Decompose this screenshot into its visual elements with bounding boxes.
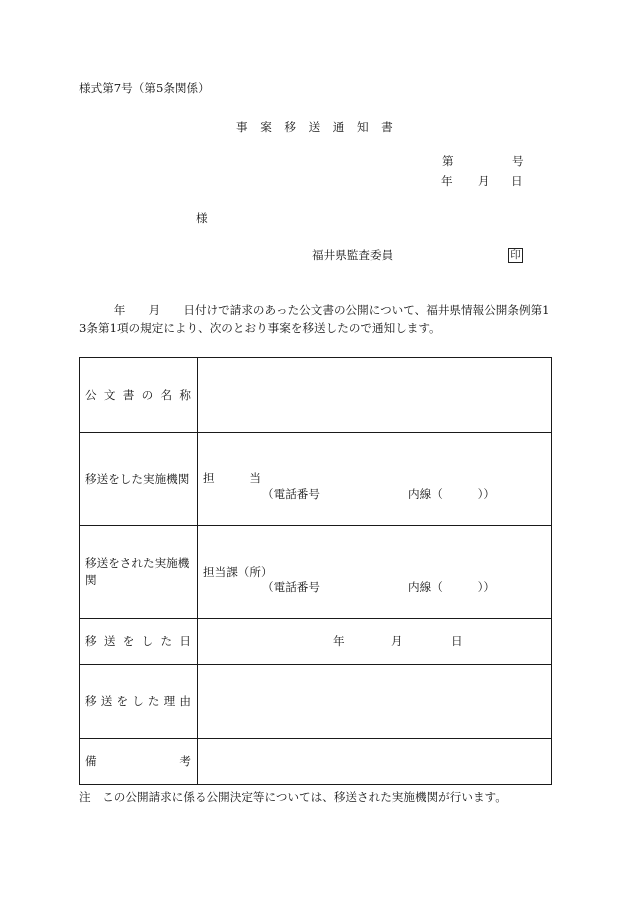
row-remarks: [80, 738, 551, 784]
responsible-section-label: 担当課（所）: [203, 565, 273, 579]
transfer-reason-value: [198, 665, 551, 738]
contact-person-label: 担 当: [203, 471, 261, 485]
sender-name: 福井県監査委員: [312, 248, 394, 262]
row-transfer-reason: [80, 664, 551, 738]
row-transferring-agency: [80, 432, 551, 525]
issue-date-month: 月: [478, 174, 490, 188]
transfer-details-table: [79, 357, 552, 785]
addressee-honorific: 様: [196, 211, 208, 225]
phone-number-label: （電話番号: [262, 580, 320, 594]
transfer-date-day: 日: [451, 634, 463, 648]
transfer-reason-label: 移 送 を し た 理 由: [85, 694, 191, 708]
label-cell: [80, 665, 198, 738]
document-title: 事 案 移 送 通 知 書: [236, 120, 394, 134]
transfer-date-label: 移 送 を し た 日: [85, 634, 191, 648]
label-cell: [80, 433, 198, 525]
row-transfer-date: [80, 618, 551, 664]
form-number: 様式第7号（第5条関係）: [79, 81, 210, 95]
extension-label: 内線（ ））: [408, 580, 495, 594]
phone-number-label: （電話番号: [262, 487, 320, 501]
footnote: 注 この公開請求に係る公開決定等については、移送された実施機関が行います。: [79, 790, 507, 804]
document-name-value: [198, 358, 551, 432]
document-number-prefix: 第: [442, 154, 454, 168]
label-cell: [80, 526, 198, 618]
transfer-date-month: 月: [391, 634, 403, 648]
transferring-agency-label: 移送をした実施機関: [85, 471, 190, 486]
intro-text-line: 3条第1項の規定により、次のとおり事案を移送したので通知します。: [79, 321, 441, 335]
remarks-value: [198, 739, 551, 784]
transfer-date-year: 年: [333, 634, 345, 648]
row-receiving-agency: [80, 525, 551, 618]
issue-date-year: 年: [441, 174, 453, 188]
label-cell: [80, 739, 198, 784]
remarks-label: 備 考: [85, 754, 191, 768]
issue-date-day: 日: [511, 174, 523, 188]
transfer-date-value: [198, 619, 551, 664]
transferring-agency-value: [198, 433, 551, 525]
document-name-label: 公 文 書 の 名 称: [85, 387, 191, 402]
intro-text-line: 年 月 日付けで請求のあった公文書の公開について、福井県情報公開条例第1: [79, 303, 550, 317]
seal-stamp: 印: [508, 248, 523, 263]
receiving-agency-label: 移送をされた実施機関: [85, 556, 190, 587]
receiving-agency-value: [198, 526, 551, 618]
document-number-suffix: 号: [512, 154, 524, 168]
row-document-name: [80, 358, 551, 432]
extension-label: 内線（ ））: [408, 487, 495, 501]
label-cell: [80, 358, 198, 432]
label-cell: [80, 619, 198, 664]
